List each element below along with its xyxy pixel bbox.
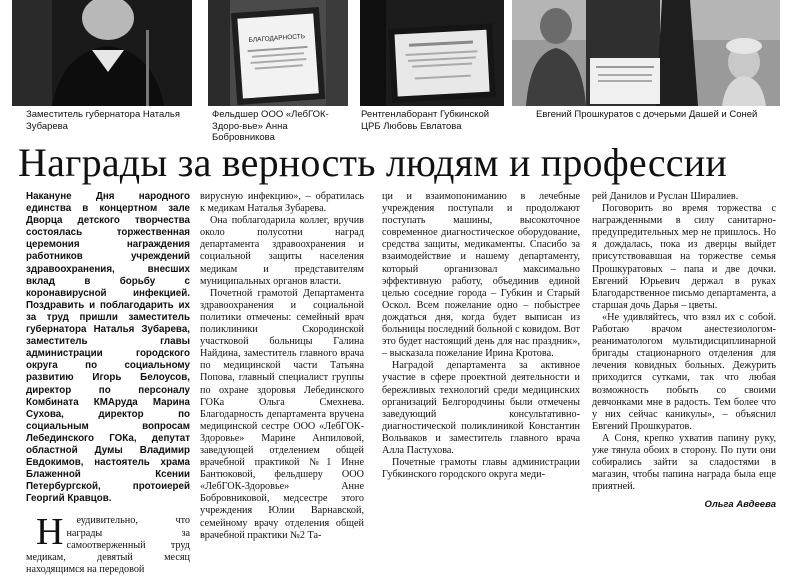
photo-caption: Заместитель губернатора Наталья Зубарева [26,109,180,132]
photo-caption: Евгений Прошкуратов с дочерьми Дашей и Соней [536,109,758,120]
photo-deputy-governor [12,0,192,106]
article-paragraph: Поговорить во время торжества с награжденными в силу санитарно-предупредительных мер не пришлось. Но я дождалась, пока из дверцы выйдет присутствовавшая на торжестве семья Прошкуратовых – папа и две дочки. Евгений Юрьевич держал в руках Благодарственное письмо департамента, а старшая дочь Дарья – цветы. [592,203,776,311]
photo-strip [0,0,800,112]
article-paragraph: Наградой департамента за активное участие в сфере проектной деятельности и бережливых технологий среди медицинских организаций Белгородчины были отмечены заведующий консультативно-диагностической поликлиникой Константин Вольваков и заместитель главного врача Алла Пастухова. [382,360,580,456]
article-author: Ольга Авдеева [704,499,776,511]
photo-caption: Фельдшер ООО «ЛебГОК-Здоро-вье» Анна Бобровникова [212,109,329,143]
article-paragraph: рей Данилов и Руслан Ширалиев. [592,191,739,202]
article-paragraph: вирусную инфекцию», – обратилась к медикам Наталья Зубарева. [200,191,364,215]
photo-family [512,0,780,106]
article-column-2 [200,191,364,541]
article-paragraph: Неудивительно, что награды за самоотверженный труд медикам, девятый месяц находящимся на передовой [26,511,190,575]
article-paragraph: Почетные грамоты главы администрации Губкинского городского округа меди- [382,457,580,481]
article-headline: Награды за верность людям и профессии [18,140,727,185]
article-column-1 [26,191,190,575]
article-paragraph: ци и взаимопониманию в лечебные учреждения поступали и продолжают поступать машины, высокоточное современное диагностическое оборудование, средства защиты, медикаменты. Спасибо за взаимодействие и нашему департаменту, который организовал максимально эффективную работу, объединив единой целью соседние города – Губкин и Старый Оскол. Всем пожелание одно – побыстрее дождаться дня, когда будет выписан из больницы последний больной с ковидом. Вот это будет настоящий день для нас праздник», – высказала пожелание Ирина Кротова. [382,191,580,360]
photo-family-image [512,0,780,106]
article-column-4 [592,191,776,511]
article-paragraph: А Соня, крепко ухватив папину руку, уже тянула обоих в сторону. По пути они собирались зайти за сладостями в магазин, чтобы папина награда была еще приятней. [592,432,776,493]
photo-x-ray-technician [360,0,504,106]
photo-x-ray-technician-image [360,0,504,106]
article-paragraph: Почетной грамотой Департамента здравоохранения и социальной политики отмечены: семейный врач поликлиники Скородинской участковой больницы Галина Найдина, заместитель главного врача по медицинской части Татьяна Попова, главный специалист группы по охране здоровья Лебединского ГОКа Ольга Смехнева. Благодарность департамента вручена медицинской сестре ООО «ЛебГОК-Здоровье» Марине Анпиловой, заведующей отделением общей врачебной практикой №1 Инне Бантюковой, фельдшеру ООО «ЛебГОК-Здоровье» Анне Бобровниковой, медсестре этого учреждения Юлии Варнавской, семейному врачу отделения общей врачебной практики №2 Та- [200,287,364,541]
article-column-3 [382,191,580,481]
photo-caption: Рентгенлаборант Губкинской ЦРБ Любовь Евлатова [361,109,490,132]
photo-paramedic [208,0,348,106]
article-paragraph: «Не удивляйтесь, что взял их с собой. Работаю врачом анестезиологом-реаниматологом мультидисциплинарной бригады стационарного отделения для лечения ковидных больных. Дежурить приходится сутками, так что любая возможность побыть со своими девчонками мне в радость. Тем более что у них сейчас каникулы», – объяснил Евгений Прошкуратов. [592,311,776,432]
article-lead: Накануне Дня народного единства в концертном зале Дворца детского творчества состоялась торжественная церемония награждения работников учреждений здравоохранения, внесших вклад в борьбу с коронавирусной инфекцией. Поздравить и поблагодарить их за труд пришли заместитель губернатора Наталья Зубарева, заместитель главы администрации городского округа по социальному развитию Игорь Белоусов, директор по персоналу Комбината КМАруда Марина Сухова, директор по социальным вопросам Лебединского ГОКа, депутат областной Думы Владимир Евдокимов, настоятель храма Блаженной Ксении Петербургской, протоиерей Георгий Кравцов. [26,191,190,505]
photo-paramedic-image [208,0,348,106]
photo-deputy-governor-image [12,0,192,106]
article-paragraph: Она поблагодарила коллег, вручив около полусотни наград департамента здравоохранения и социальной защиты населения медикам и представителям муниципальных органов власти. [200,215,364,287]
certificate-title: БЛАГОДАРНОСТЬ [248,33,306,45]
